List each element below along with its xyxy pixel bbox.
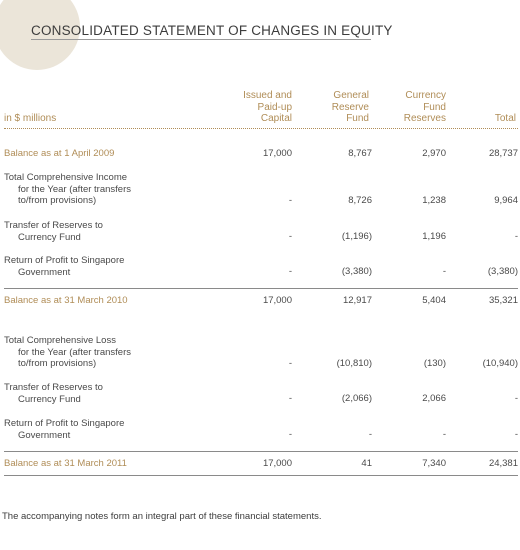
header-line: Capital [260,113,292,124]
cell-issued-capital: - [288,393,292,404]
cell-currency-fund: 5,404 [422,295,446,306]
cell-general-reserve: (3,380) [341,266,372,277]
header-line: Issued and [243,90,292,101]
cell-general-reserve: 41 [361,458,372,469]
row-label: Total Comprehensive Loss for the Year (after transfers to/from provisions) [4,335,132,369]
cell-general-reserve: 12,917 [342,295,372,306]
table-bottom-rule [4,475,518,476]
cell-issued-capital: 17,000 [262,295,292,306]
cell-total: (3,380) [487,266,518,277]
cell-general-reserve: (2,066) [341,393,372,404]
cell-general-reserve: 8,726 [348,195,372,206]
cell-currency-fund: - [442,266,446,277]
cell-total: 9,964 [494,195,518,206]
cell-total: - [514,393,518,404]
cell-total: 28,737 [488,148,518,159]
row-label: Balance as at 1 April 2009 [4,148,115,159]
cell-total: (10,940) [482,358,518,369]
header-line: Paid-up [257,101,292,113]
cell-currency-fund: 2,066 [422,393,446,404]
cell-total: - [514,231,518,242]
row-label: Return of Profit to Singapore Government [4,418,125,441]
title-underline [31,39,371,40]
row-label: Transfer of Reserves to Currency Fund [4,220,103,243]
cell-issued-capital: 17,000 [262,148,292,159]
cell-issued-capital: - [288,358,292,369]
page-title: CONSOLIDATED STATEMENT OF CHANGES IN EQUITY [31,23,393,38]
row-divider [4,451,518,452]
row-label: Return of Profit to Singapore Government [4,255,125,278]
cell-general-reserve: 8,767 [348,148,372,159]
cell-general-reserve: (10,810) [336,358,372,369]
cell-issued-capital: - [288,429,292,440]
header-line: Currency [405,90,446,101]
cell-issued-capital: - [288,266,292,277]
cell-total: - [514,429,518,440]
header-total [466,113,516,125]
cell-total: 24,381 [488,458,518,469]
cell-currency-fund: 1,196 [422,231,446,242]
row-label: Transfer of Reserves to Currency Fund [4,382,103,405]
header-line: Reserve [331,101,369,113]
cell-currency-fund: (130) [423,358,446,369]
cell-currency-fund: 1,238 [422,195,446,206]
cell-issued-capital: - [288,195,292,206]
cell-currency-fund: 2,970 [422,148,446,159]
row-label: Total Comprehensive Income for the Year (after transfers to/from provisions) [4,172,132,206]
header-dotted-rule [4,128,518,129]
row-label: Balance as at 31 March 2010 [4,295,128,306]
footnote: The accompanying notes form an integral part of these financial statements. [2,511,322,522]
header-issued-capital [212,90,292,125]
row-divider [4,288,518,289]
cell-currency-fund: 7,340 [422,458,446,469]
header-currency-fund [376,90,446,125]
header-line: Fund [423,101,446,113]
row-label: Balance as at 31 March 2011 [4,458,127,469]
cell-general-reserve: (1,196) [341,231,372,242]
cell-total: 35,321 [488,295,518,306]
cell-currency-fund: - [442,429,446,440]
header-line: Fund [346,113,369,124]
cell-issued-capital: - [288,231,292,242]
header-line: Total [494,113,516,124]
units-label: in $ millions [4,113,57,124]
header-general-reserve [299,90,369,125]
units-header [4,113,56,125]
header-line: Reserves [403,113,446,124]
cell-issued-capital: 17,000 [262,458,292,469]
cell-general-reserve: - [368,429,372,440]
header-line: General [333,90,369,101]
